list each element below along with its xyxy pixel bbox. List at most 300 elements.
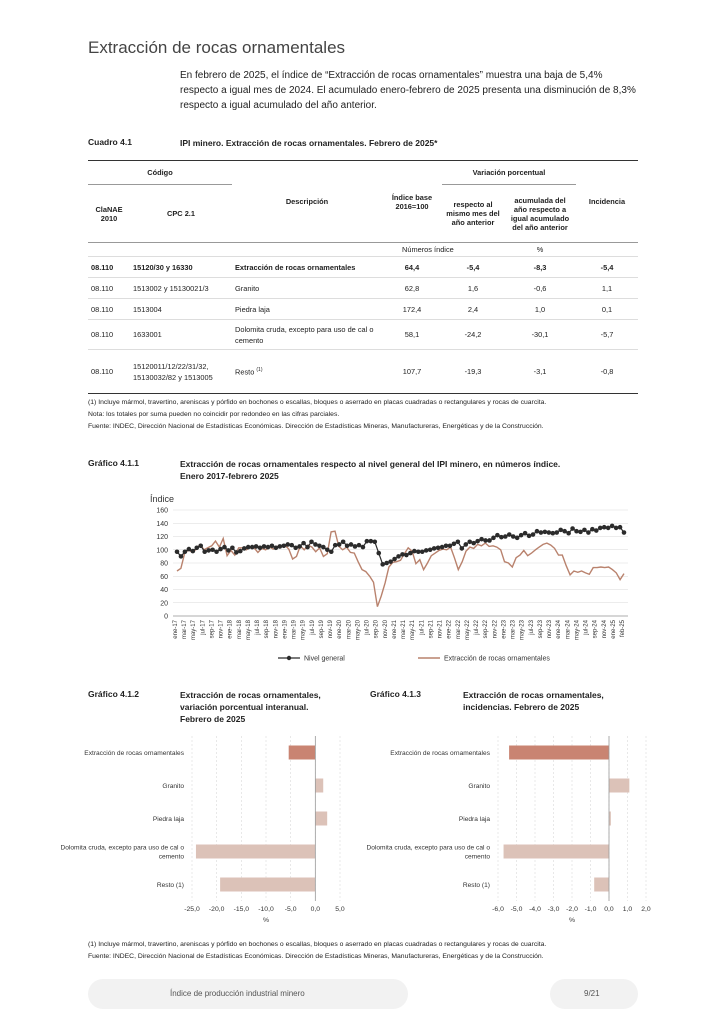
point-nivel-general: [321, 545, 326, 550]
point-nivel-general: [254, 544, 259, 549]
point-nivel-general: [325, 547, 330, 552]
point-nivel-general: [535, 529, 540, 534]
cell-cpc: 1513002 y 15130021/3: [130, 278, 232, 299]
point-nivel-general: [408, 551, 413, 556]
point-nivel-general: [622, 530, 627, 535]
x-tick-label: sep-23: [537, 620, 544, 639]
point-nivel-general: [456, 540, 461, 545]
point-nivel-general: [590, 527, 595, 532]
point-nivel-general: [420, 549, 425, 554]
point-nivel-general: [523, 531, 528, 536]
point-nivel-general: [337, 542, 342, 547]
point-nivel-general: [210, 547, 215, 552]
note-2: Nota: los totales por suma pueden no coincidir por redondeo en las cifras parciales.: [88, 411, 340, 418]
bottom-note-2: Fuente: INDEC, Dirección Nacional de Estadísticas Económicas. Dirección de Estadísticas Mineras, Manufactureras, Energéticas y de la Construcción.: [88, 953, 544, 960]
point-nivel-general: [258, 545, 263, 550]
header-clanae: ClaNAE 2010: [95, 204, 123, 223]
cell-var-mes: 1,6: [442, 278, 504, 299]
x-tick-label: may-22: [464, 620, 471, 641]
cell-desc: Granito: [232, 278, 382, 299]
footer-title-pill: [88, 979, 408, 1009]
x-axis-label: %: [568, 917, 576, 924]
bar-chart-incidencias: [350, 736, 660, 928]
point-nivel-general: [341, 540, 346, 545]
x-tick-label: mar-24: [565, 620, 572, 640]
x-tick-label: jul-23: [528, 620, 535, 635]
point-nivel-general: [317, 543, 322, 548]
header-descripcion: Descripción: [285, 197, 329, 206]
point-nivel-general: [226, 548, 231, 553]
table-row: [88, 278, 638, 299]
point-nivel-general: [357, 543, 362, 548]
x-tick-label: mar-21: [401, 620, 408, 640]
x-tick-label: sep-19: [318, 620, 325, 639]
point-nivel-general: [218, 547, 223, 552]
grafico2-caption-line1: Extracción de rocas ornamentales,: [180, 690, 321, 700]
y-tick-label: 20: [160, 600, 168, 608]
point-nivel-general: [400, 552, 405, 557]
legend-label-nivel-general: Nivel general: [304, 655, 345, 663]
point-nivel-general: [222, 545, 227, 550]
y-tick-label: 120: [156, 534, 168, 541]
point-nivel-general: [349, 542, 354, 547]
x-tick-label: may-20: [355, 620, 362, 641]
x-tick-label: -5,0: [284, 906, 297, 913]
series-line-rocas: [177, 531, 624, 607]
point-nivel-general: [578, 530, 583, 535]
point-nivel-general: [376, 551, 381, 556]
x-tick-label: mar-22: [455, 620, 462, 640]
point-nivel-general: [614, 526, 619, 531]
cell-clanae: 08.110: [91, 367, 114, 376]
footnote-mark: (1): [256, 366, 263, 373]
bar: [609, 779, 629, 793]
point-nivel-general: [543, 530, 548, 535]
grafico3-caption-line2: incidencias. Febrero de 2025: [463, 702, 580, 712]
point-nivel-general: [586, 530, 591, 535]
page-number: 9/21: [584, 989, 600, 998]
x-tick-label: nov-23: [547, 620, 554, 639]
point-nivel-general: [471, 541, 476, 546]
table-row: [88, 299, 638, 320]
point-nivel-general: [598, 526, 603, 531]
category-label: Dolomita cruda, excepto para uso de cal o: [60, 844, 184, 852]
cell-incidencia: 0,1: [576, 299, 638, 320]
x-tick-label: 0,0: [604, 906, 614, 913]
cell-desc: [232, 350, 382, 394]
bar: [504, 845, 609, 859]
x-tick-label: mar-23: [510, 620, 517, 640]
point-nivel-general: [206, 548, 211, 553]
category-label: cemento: [464, 853, 490, 861]
legend-marker-nivel-general: [287, 656, 291, 660]
point-nivel-general: [531, 532, 536, 537]
category-label: Piedra laja: [458, 816, 490, 823]
cell-clanae: 08.110: [88, 278, 130, 299]
point-nivel-general: [250, 545, 255, 550]
point-nivel-general: [309, 540, 314, 545]
point-nivel-general: [495, 533, 500, 538]
x-tick-label: jul-18: [255, 620, 262, 635]
x-tick-label: ene-22: [446, 620, 453, 639]
point-nivel-general: [175, 549, 180, 554]
cell-indice: 107,7: [402, 367, 422, 376]
note-1: (1) Incluye mármol, travertino, areniscas y pórfido en bochones o escallas, bloques o aserrado en placas cuadradas o rectangulares y rocas de cuarcita.: [88, 399, 547, 406]
point-nivel-general: [262, 544, 267, 549]
point-nivel-general: [369, 539, 374, 544]
grafico1-caption-line2: Enero 2017-febrero 2025: [180, 471, 279, 481]
y-tick-label: 100: [156, 547, 168, 555]
category-label: Extracción de rocas ornamentales: [84, 750, 184, 757]
cell-incidencia: -5,4: [576, 257, 638, 278]
point-nivel-general: [238, 549, 243, 554]
cell-var-mes: -5,4: [442, 257, 504, 278]
header-codigo: Código: [88, 161, 232, 185]
cell-indice: 172,4: [382, 299, 442, 320]
cell-var-mes: -19,3: [464, 367, 482, 376]
point-nivel-general: [278, 544, 283, 549]
cell-var-mes: -24,2: [442, 320, 504, 350]
cell-clanae: 08.110: [88, 299, 130, 320]
y-tick-label: 0: [164, 613, 168, 621]
grafico3-caption-line1: Extracción de rocas ornamentales,: [463, 690, 604, 700]
point-nivel-general: [452, 541, 457, 546]
x-tick-label: sep-20: [373, 620, 380, 639]
x-tick-label: 5,0: [335, 906, 345, 913]
table-notes: [88, 397, 546, 433]
point-nivel-general: [392, 557, 397, 562]
footer-title: Índice de producción industrial minero: [170, 989, 305, 998]
unit-pct: %: [504, 243, 576, 257]
units-row: [88, 243, 638, 257]
x-tick-label: jul-24: [583, 620, 590, 635]
header-acumulada: acumulada del año respecto a igual acumulado del año anterior: [510, 195, 570, 232]
cell-desc-text: Resto: [235, 367, 255, 377]
grafico2-number: Gráfico 4.1.2: [88, 689, 140, 699]
category-label: Granito: [162, 783, 184, 790]
point-nivel-general: [329, 549, 334, 554]
bar: [196, 845, 315, 859]
line-chart: [88, 488, 638, 668]
point-nivel-general: [566, 531, 571, 536]
x-tick-label: jul-19: [309, 620, 316, 635]
x-tick-label: sep-21: [428, 620, 435, 639]
y-tick-label: 160: [156, 507, 168, 515]
point-nivel-general: [487, 538, 492, 543]
point-nivel-general: [606, 526, 611, 531]
x-tick-label: feb-25: [620, 620, 626, 638]
x-tick-label: -15,0: [233, 906, 250, 913]
point-nivel-general: [424, 548, 429, 553]
header-respecto: respecto al mismo mes del año anterior: [446, 200, 500, 227]
x-tick-label: sep-17: [209, 620, 216, 639]
category-label: Resto (1): [156, 882, 184, 889]
point-nivel-general: [297, 544, 302, 549]
point-nivel-general: [499, 535, 504, 540]
table-row: [88, 320, 638, 350]
point-nivel-general: [491, 536, 496, 541]
point-nivel-general: [380, 562, 385, 567]
point-nivel-general: [412, 549, 417, 554]
x-tick-label: nov-21: [437, 620, 444, 639]
grafico2-caption-line3: Febrero de 2025: [180, 714, 246, 724]
cell-var-mes: 2,4: [442, 299, 504, 320]
point-nivel-general: [416, 549, 421, 554]
cell-incidencia: 1,1: [576, 278, 638, 299]
grafico3-caption: [463, 689, 604, 713]
x-tick-label: -5,0: [510, 906, 523, 913]
category-label: Extracción de rocas ornamentales: [390, 750, 490, 757]
point-nivel-general: [345, 543, 350, 548]
y-tick-label: 40: [160, 587, 168, 594]
x-tick-label: sep-22: [483, 620, 490, 639]
x-tick-label: jul-21: [419, 620, 426, 635]
point-nivel-general: [448, 543, 453, 548]
x-tick-label: 2,0: [641, 906, 651, 913]
point-nivel-general: [519, 533, 524, 538]
cell-cpc: 15120/30 y 16330: [130, 257, 232, 278]
point-nivel-general: [191, 549, 196, 554]
point-nivel-general: [333, 543, 338, 548]
x-tick-label: -1,0: [584, 906, 597, 913]
point-nivel-general: [194, 545, 199, 550]
x-tick-label: nov-19: [328, 620, 335, 639]
x-tick-label: mar-20: [346, 620, 353, 640]
cell-var-acum: -3,1: [533, 367, 547, 376]
point-nivel-general: [479, 537, 484, 542]
bar: [594, 878, 609, 892]
x-tick-label: -3,0: [547, 906, 560, 913]
point-nivel-general: [539, 530, 544, 535]
bar: [315, 812, 327, 826]
x-tick-label: ene-18: [227, 620, 234, 639]
point-nivel-general: [503, 534, 508, 539]
x-tick-label: jul-20: [364, 620, 371, 635]
x-tick-label: jul-17: [200, 620, 207, 635]
category-label: cemento: [158, 853, 184, 861]
cell-indice: 58,1: [382, 320, 442, 350]
bar: [289, 746, 316, 760]
category-label: Resto (1): [462, 882, 490, 889]
grafico2-caption-line2: variación porcentual interanual.: [180, 702, 309, 712]
point-nivel-general: [594, 528, 599, 533]
cuadro-table: [88, 160, 638, 394]
cuadro-number: Cuadro 4.1: [88, 137, 132, 147]
y-axis-label: Índice: [150, 494, 175, 504]
x-tick-label: -20,0: [208, 906, 225, 913]
point-nivel-general: [266, 545, 271, 550]
footer-page-pill: [550, 979, 638, 1009]
header-indice: Índice base 2016=100: [391, 192, 433, 211]
category-label: Granito: [468, 783, 490, 790]
y-tick-label: 80: [160, 560, 168, 568]
point-nivel-general: [507, 532, 512, 537]
cell-desc: Dolomita cruda, excepto para uso de cal o cemento: [232, 320, 382, 350]
bar: [315, 779, 323, 793]
x-tick-label: may-23: [519, 620, 526, 641]
point-nivel-general: [618, 525, 623, 530]
header-cpc: CPC 2.1: [167, 209, 195, 218]
y-tick-label: 60: [160, 573, 168, 581]
cell-cpc: 1513004: [130, 299, 232, 320]
note-3: Fuente: INDEC, Dirección Nacional de Estadísticas Económicas. Dirección de Estadísticas Mineras, Manufactureras, Energéticas y de la Construcción.: [88, 423, 544, 430]
grafico1-caption: [180, 458, 560, 482]
cell-incidencia: -5,7: [576, 320, 638, 350]
point-nivel-general: [183, 549, 188, 554]
point-nivel-general: [285, 542, 290, 547]
point-nivel-general: [242, 546, 247, 551]
point-nivel-general: [547, 530, 552, 535]
x-tick-label: -10,0: [258, 906, 274, 913]
point-nivel-general: [246, 545, 251, 550]
point-nivel-general: [396, 554, 401, 559]
point-nivel-general: [574, 529, 579, 534]
point-nivel-general: [289, 543, 294, 548]
x-tick-label: may-17: [191, 620, 198, 641]
x-tick-label: 0,0: [310, 906, 321, 913]
point-nivel-general: [301, 541, 306, 546]
x-tick-label: sep-18: [264, 620, 271, 639]
cell-indice: 62,8: [382, 278, 442, 299]
point-nivel-general: [384, 561, 389, 566]
cell-clanae: 08.110: [88, 320, 130, 350]
x-tick-label: ene-19: [282, 620, 289, 639]
grafico1-caption-line1: Extracción de rocas ornamentales respecto al nivel general del IPI minero, en números índice.: [180, 459, 561, 469]
unit-indice: Números índice: [382, 243, 504, 257]
point-nivel-general: [602, 525, 607, 530]
cell-incidencia: -0,8: [600, 367, 614, 376]
y-tick-label: 140: [156, 520, 168, 528]
grafico3-number: Gráfico 4.1.3: [370, 689, 422, 699]
point-nivel-general: [515, 536, 520, 541]
header-variacion: Variación porcentual: [442, 161, 576, 185]
point-nivel-general: [550, 531, 555, 536]
x-tick-label: ene-20: [337, 620, 344, 639]
cell-cpc: 1633001: [130, 320, 232, 350]
x-tick-label: mar-19: [291, 620, 298, 640]
x-tick-label: may-24: [574, 620, 581, 641]
legend-label-rocas: Extracción de rocas ornamentales: [444, 655, 550, 663]
bottom-note-1: (1) Incluye mármol, travertino, areniscas y pórfido en bochones o escallas, bloques o aserrado en placas cuadradas o rectangulares y rocas de cuarcita.: [88, 941, 547, 948]
x-tick-label: mar-17: [182, 620, 189, 640]
cell-var-acum: -8,3: [504, 257, 576, 278]
point-nivel-general: [305, 545, 310, 550]
point-nivel-general: [483, 538, 488, 543]
x-tick-label: nov-17: [218, 620, 225, 639]
point-nivel-general: [282, 543, 287, 548]
grafico1-number: Gráfico 4.1.1: [88, 458, 140, 468]
point-nivel-general: [463, 542, 468, 547]
page-title: Extracción de rocas ornamentales: [88, 38, 346, 57]
category-label: Dolomita cruda, excepto para uso de cal o: [366, 844, 490, 852]
point-nivel-general: [428, 547, 433, 552]
x-tick-label: jul-22: [474, 620, 481, 635]
point-nivel-general: [554, 530, 559, 535]
x-tick-label: -4,0: [529, 906, 541, 913]
header-incidencia: Incidencia: [588, 197, 626, 206]
x-tick-label: ene-25: [610, 620, 617, 639]
cell-clanae: 08.110: [88, 257, 130, 278]
x-tick-label: -25,0: [184, 906, 200, 913]
x-tick-label: nov-20: [382, 620, 389, 639]
x-tick-label: nov-18: [273, 620, 280, 639]
point-nivel-general: [460, 546, 465, 551]
point-nivel-general: [372, 540, 377, 545]
cell-desc: Piedra laja: [232, 299, 382, 320]
x-tick-label: mar-18: [236, 620, 243, 640]
point-nivel-general: [440, 545, 445, 550]
point-nivel-general: [562, 529, 567, 534]
x-tick-label: 1,0: [622, 906, 633, 913]
point-nivel-general: [361, 545, 366, 550]
point-nivel-general: [475, 539, 480, 544]
bar: [509, 746, 609, 760]
x-tick-label: nov-24: [601, 620, 608, 639]
table-row: [88, 257, 638, 278]
x-tick-label: ene-17: [173, 620, 179, 639]
point-nivel-general: [274, 545, 279, 550]
point-nivel-general: [582, 528, 587, 533]
x-tick-label: ene-24: [556, 620, 563, 639]
point-nivel-general: [313, 542, 318, 547]
point-nivel-general: [187, 547, 192, 552]
point-nivel-general: [270, 543, 275, 548]
cell-cpc: 15120011/12/22/31/32, 15130032/82 y 1513005: [133, 361, 213, 382]
point-nivel-general: [198, 543, 203, 548]
point-nivel-general: [365, 539, 370, 544]
point-nivel-general: [293, 545, 298, 550]
cell-indice: 64,4: [382, 257, 442, 278]
cell-var-acum: -30,1: [504, 320, 576, 350]
point-nivel-general: [230, 545, 235, 550]
x-tick-label: ene-23: [501, 620, 508, 639]
intro-paragraph: En febrero de 2025, el índice de “Extracción de rocas ornamentales” muestra una baja de 5,4% respecto a igual mes de 2024. El acumulado enero-febrero de 2025 presenta una disminución de 8,3% respecto a igual acumulado del año anterior.: [180, 70, 636, 111]
point-nivel-general: [436, 545, 441, 550]
x-tick-label: nov-22: [492, 620, 499, 639]
point-nivel-general: [511, 534, 516, 539]
point-nivel-general: [234, 550, 239, 555]
point-nivel-general: [179, 554, 184, 559]
point-nivel-general: [527, 534, 532, 539]
x-tick-label: sep-24: [592, 620, 599, 639]
bottom-notes: [88, 939, 546, 963]
cuadro-caption: IPI minero. Extracción de rocas ornamentales. Febrero de 2025*: [180, 138, 438, 148]
x-tick-label: ene-21: [391, 620, 398, 639]
bar-chart-variacion: [40, 736, 360, 928]
point-nivel-general: [202, 549, 207, 554]
point-nivel-general: [432, 546, 437, 551]
table-row: [88, 350, 638, 394]
bar: [220, 878, 315, 892]
grafico2-caption: [180, 689, 321, 725]
x-tick-label: may-21: [410, 620, 417, 641]
x-tick-label: may-19: [300, 620, 307, 641]
category-label: Piedra laja: [152, 816, 184, 823]
point-nivel-general: [610, 524, 615, 529]
x-tick-label: -2,0: [566, 906, 578, 913]
cell-desc: Extracción de rocas ornamentales: [232, 257, 382, 278]
cell-var-acum: -0,6: [504, 278, 576, 299]
point-nivel-general: [388, 559, 393, 564]
point-nivel-general: [570, 526, 575, 531]
x-axis-label: %: [262, 917, 270, 924]
point-nivel-general: [353, 544, 358, 549]
point-nivel-general: [558, 528, 563, 533]
point-nivel-general: [404, 553, 409, 558]
point-nivel-general: [467, 540, 472, 545]
x-tick-label: -6,0: [492, 906, 504, 913]
point-nivel-general: [444, 543, 449, 548]
